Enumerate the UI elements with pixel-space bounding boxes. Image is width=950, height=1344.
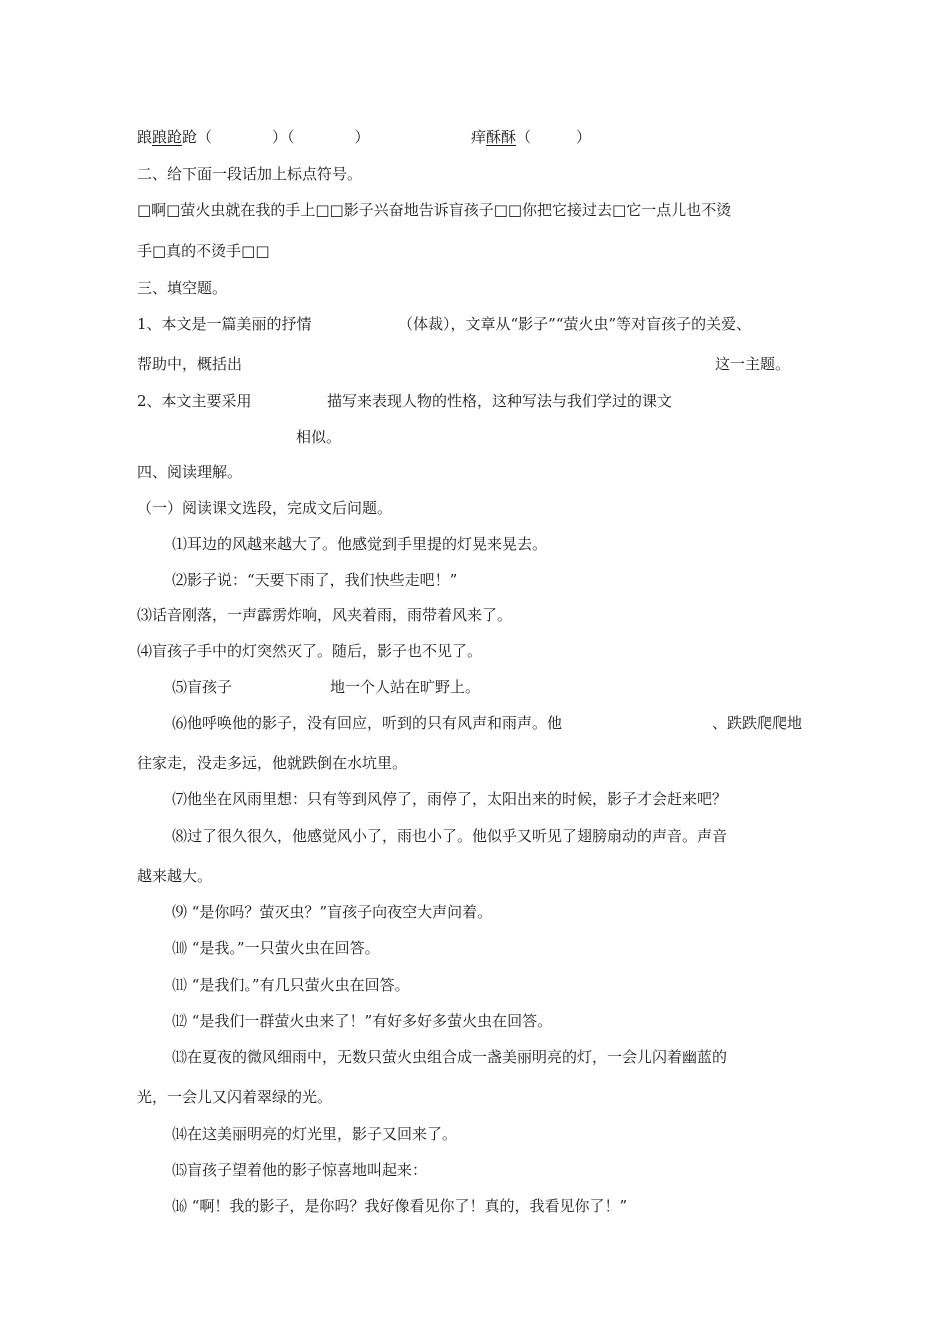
word2-underlined: 酥酥 [486, 128, 517, 146]
passage-p7: ⑺他坐在风雨里想：只有等到风停了，雨停了，太阳出来的时候，影子才会赶来吧？ [172, 790, 728, 808]
passage-p8-b: 越来越大。 [137, 867, 213, 885]
q2-part-b: 描写来表现人物的性格，这种写法与我们学过的课文 [327, 392, 673, 410]
passage-p15: ⒂盲孩子望着他的影子惊喜地叫起来： [172, 1161, 428, 1179]
section3-heading: 三、填空题。 [137, 279, 228, 297]
section4-subheading: （一）阅读课文选段，完成文后问题。 [137, 499, 393, 517]
punctuation-line-1: □啊□萤火虫就在我的手上□□影子兴奋地告诉盲孩子□□你把它接过去□它一点儿也不烫 [137, 201, 732, 219]
word1-suffix: 跄（ ）（ ） [182, 128, 370, 146]
q2-part-a: 2、本文主要采用 [137, 392, 252, 410]
section4-heading: 四、阅读理解。 [137, 463, 243, 481]
passage-p2: ⑵影子说：“天要下雨了，我们快些走吧！” [172, 571, 458, 589]
passage-p6-b: 、跌跌爬爬地 [712, 714, 803, 732]
word1-prefix: 踉 [137, 128, 153, 146]
passage-p8-a: ⑻过了很久很久，他感觉风小了，雨也小了。他似乎又听见了翅膀扇动的声音。声音 [172, 827, 728, 845]
vocab-word2 [471, 127, 591, 147]
passage-p13-b: 光，一会儿又闪着翠绿的光。 [137, 1088, 333, 1106]
passage-p16: ⒃ “啊！我的影子，是你吗？我好像看见你了！真的，我看见你了！” [172, 1197, 628, 1215]
passage-p3: ⑶话音刚落，一声霹雳炸响，风夹着雨，雨带着风来了。 [137, 606, 513, 624]
passage-p10: ⑽ “是我。”一只萤火虫在回答。 [172, 939, 380, 957]
passage-p11: ⑾ “是我们。”有几只萤火虫在回答。 [172, 976, 410, 994]
q1-part-c: 帮助中，概括出 [137, 355, 243, 373]
passage-p9: ⑼ “是你吗？萤灭虫？”盲孩子向夜空大声问着。 [172, 903, 493, 921]
q2-part-c: 相似。 [296, 428, 342, 446]
passage-p14: ⒁在这美丽明亮的灯光里，影子又回来了。 [172, 1125, 458, 1143]
q1-part-d: 这一主题。 [715, 355, 791, 373]
passage-p5-b: 地一个人站在旷野上。 [330, 678, 481, 696]
vocab-row [137, 127, 370, 147]
passage-p13-a: ⒀在夏夜的微风细雨中，无数只萤火虫组合成一盏美丽明亮的灯，一会儿闪着幽蓝的 [172, 1048, 728, 1066]
q1-part-a: 1、本文是一篇美丽的抒情 [137, 315, 312, 333]
passage-p12: ⑿ “是我们一群萤火虫来了！”有好多好多萤火虫在回答。 [172, 1012, 553, 1030]
q1-part-b: （体裁），文章从“影子”“萤火虫”等对盲孩子的关爱、 [398, 315, 752, 333]
word2-suffix: （ ） [516, 128, 592, 146]
passage-p4: ⑷盲孩子手中的灯突然灭了。随后，影子也不见了。 [137, 642, 483, 660]
passage-p6-c: 往家走，没走多远，他就跌倒在水坑里。 [137, 754, 408, 772]
passage-p5-a: ⑸盲孩子 [172, 678, 233, 696]
section2-heading: 二、给下面一段话加上标点符号。 [137, 165, 363, 183]
passage-p6-a: ⑹他呼唤他的影子，没有回应，听到的只有风声和雨声。他 [172, 714, 563, 732]
punctuation-line-2: 手□真的不烫手□□ [137, 242, 270, 260]
word2-prefix: 痒 [471, 128, 487, 146]
word1-underlined: 踉跄 [152, 128, 183, 146]
passage-p1: ⑴耳边的风越来越大了。他感觉到手里提的灯晃来晃去。 [172, 535, 548, 553]
